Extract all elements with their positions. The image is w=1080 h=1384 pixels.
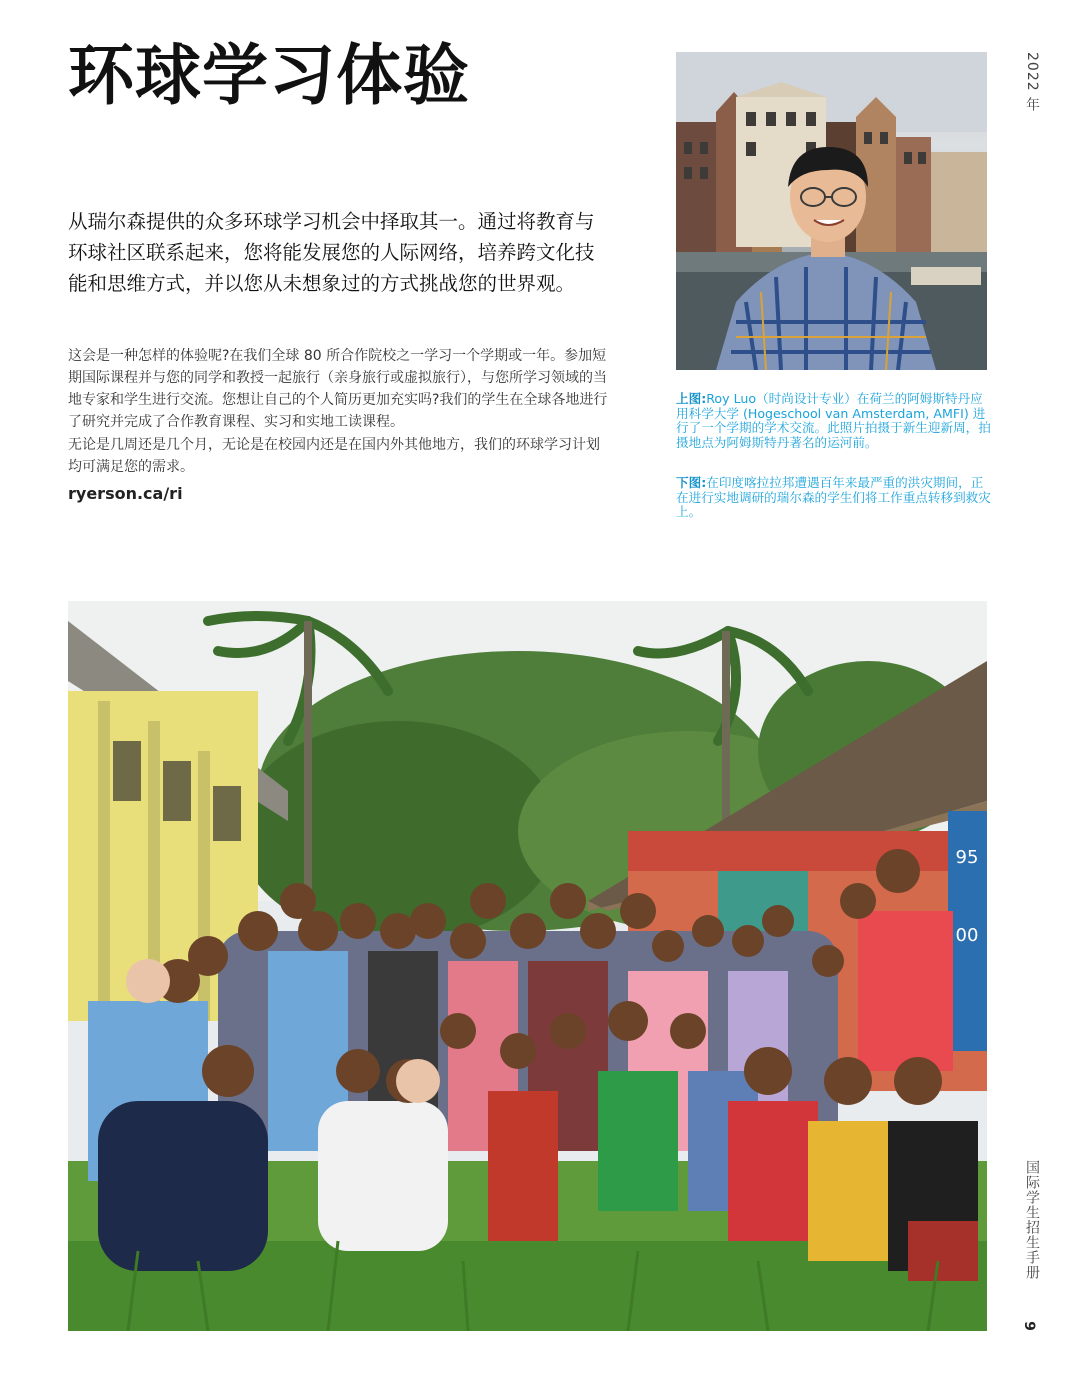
- body-paragraph-2: 无论是几周还是几个月，无论是在校园内还是在国内外其他地方，我们的环球学习计划均可满足您的需求。: [68, 437, 600, 475]
- sign-number-95: 95: [955, 847, 979, 868]
- website-link[interactable]: ryerson.ca/ri: [68, 484, 183, 503]
- top-caption-label: 上图:: [676, 391, 707, 406]
- bottom-caption-text: 在印度喀拉拉邦遭遇百年来最严重的洪灾期间，正在进行实地调研的瑞尔森的学生们将工作重点转移到救灾上。: [676, 475, 991, 519]
- page-title: 环球学习体验: [68, 37, 470, 114]
- kerala-group-photo: [68, 601, 987, 1331]
- body-paragraph-1: 这会是一种怎样的体验呢?在我们全球 80 所合作院校之一学习一个学期或一年。参加短期国际课程并与您的同学和教授一起旅行（亲身旅行或虚拟旅行），与您所学习领域的当地专家和学生进行交流。您想让自己的个人简历更加充实吗?我们的学生在全球各地进行了研究并完成了合作教育课程、实习和实地工读课程。: [68, 348, 608, 430]
- bottom-photo-caption: [676, 476, 994, 520]
- side-handbook-label: 国际学生招生手册: [1024, 1160, 1040, 1280]
- lead-paragraph: 从瑞尔森提供的众多环球学习机会中择取其一。通过将教育与环球社区联系起来，您将能发展您的人际网络，培养跨文化技能和思维方式，并以您从未想象过的方式挑战您的世界观。: [68, 210, 595, 295]
- top-caption-text: Roy Luo（时尚设计专业）在荷兰的阿姆斯特丹应用科学大学 (Hogeschool van Amsterdam, AMFI) 进行了一个学期的学术交流。此照片拍摄于新生迎新周，拍摄地点为阿姆斯特丹著名的运河前。: [676, 391, 991, 450]
- student-amsterdam-photo: [676, 52, 987, 370]
- bottom-caption-label: 下图:: [676, 475, 707, 490]
- page-number: 9: [1020, 1321, 1037, 1331]
- side-year-label: 2022 年: [1024, 52, 1040, 113]
- top-photo-caption: [676, 392, 994, 450]
- sign-number-00: 00: [955, 925, 979, 946]
